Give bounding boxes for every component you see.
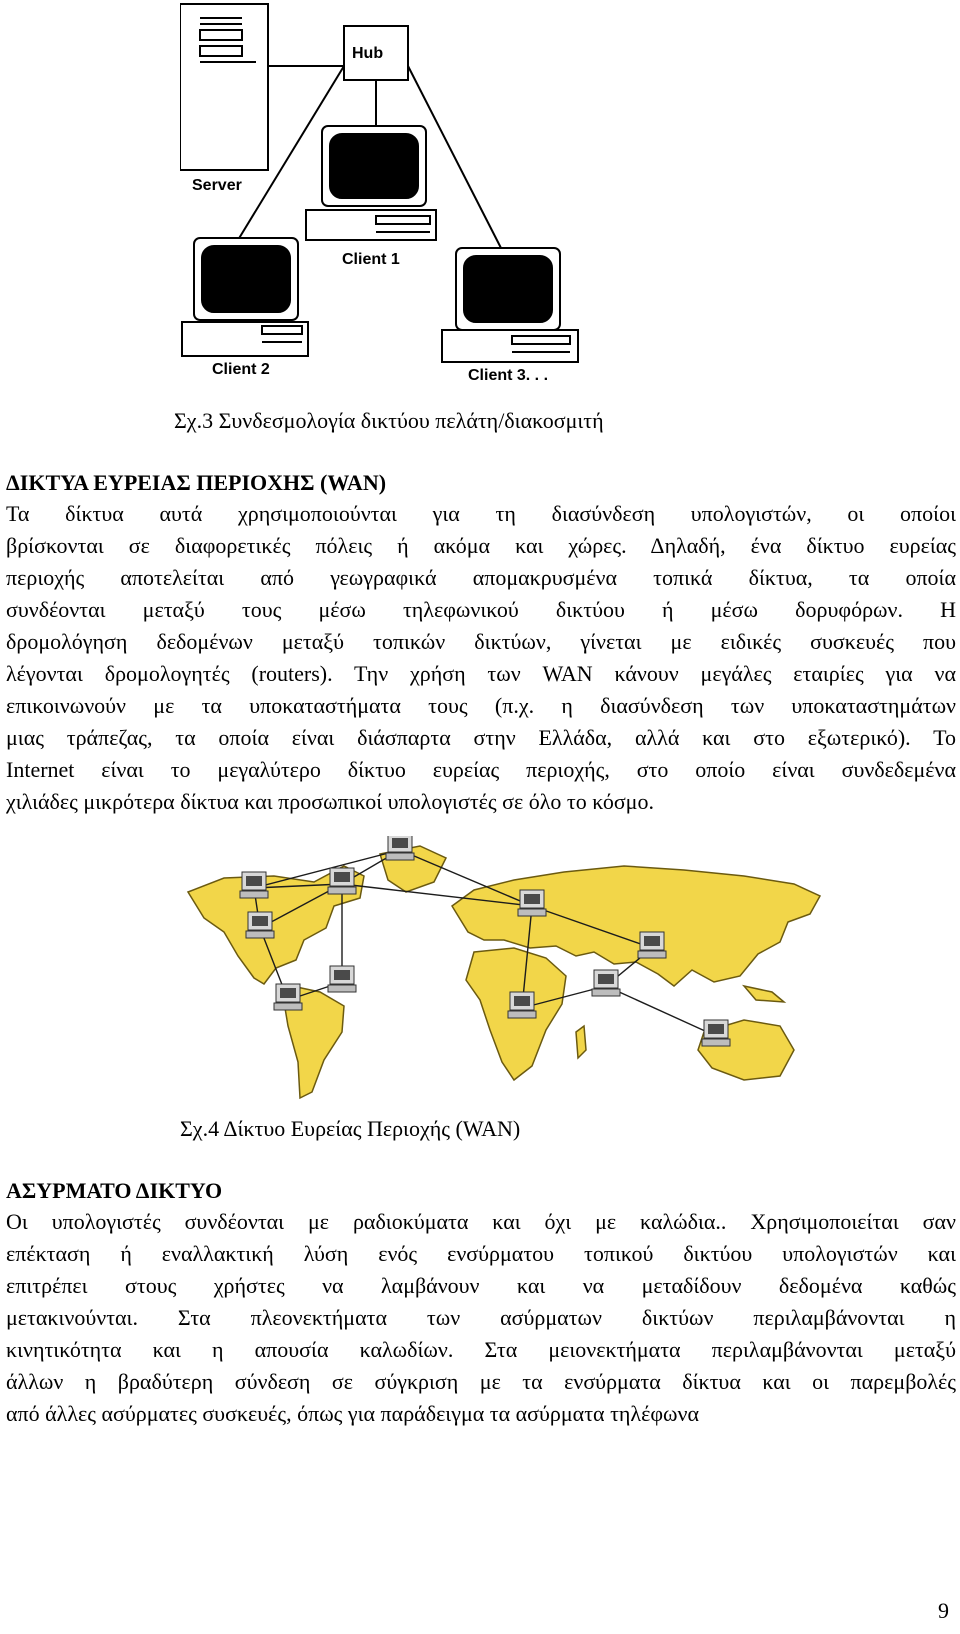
wan-line: περιοχής αποτελείται από γεωγραφικά απομακρυσμένα τοπικά δίκτυα, τα οποία [6,565,956,590]
wan-line: συνδέονται μεταξύ τους μέσω τηλεφωνικού δικτύου ή μέσω δορυφόρων. Η [6,597,956,622]
wireless-line: άλλων η βραδύτερη σύνδεση σε σύγκριση με τα ενσύρματα δίκτυα και οι παρεμβολές [6,1369,956,1394]
client1-label: Client 1 [342,251,400,268]
wireless-line: από άλλες ασύρματες συσκευές, όπως για παράδειγμα τα ασύρματα τηλέφωνα [6,1401,699,1426]
wireless-paragraph [6,1206,956,1430]
wan-line: Internet είναι το μεγαλύτερο δίκτυο ευρείας περιοχής, στο οποίο είναι συνδεδεμένα [6,757,956,782]
computer-node-icon [702,1020,730,1046]
computer-node-icon [246,912,274,938]
computer-node-icon [508,992,536,1018]
server-tower [180,4,268,170]
computer-node-icon [240,872,268,898]
wireless-line: επέκταση ή εναλλακτική λύση ενός ενσύρματου τοπικού δικτύου υπολογιστών και [6,1241,956,1266]
wireless-line: μετακινούνται. Στα πλεονεκτήματα των ασύρματων δικτύων περιλαμβάνονται η [6,1305,956,1330]
wan-line: χιλιάδες μικρότερα δίκτυα και προσωπικοί υπολογιστές σε όλο το κόσμο. [6,789,654,814]
computer-node-icon [328,966,356,992]
wireless-heading: ΑΣΥΡΜΑΤΟ ΔΙΚΤΥΟ [6,1178,223,1203]
server-label: Server [192,177,242,194]
wan-heading: ΔΙΚΤΥΑ ΕΥΡΕΙΑΣ ΠΕΡΙΟΧΗΣ (WAN) [6,470,387,495]
computer-node-icon [328,868,356,894]
figure2-caption: Σχ.4 Δίκτυο Ευρείας Περιοχής (WAN) [180,1116,521,1141]
wan-line: μιας τράπεζας, τα οποία είναι διάσπαρτα στην Ελλάδα, αλλά και στο εξωτερικό). Το [6,725,956,750]
computer-node-icon [386,836,414,860]
wireless-line: επιτρέπει στους χρήστες να λαμβάνουν και να μεταδίδουν δεδομένα καθώς [6,1273,956,1298]
wan-line: Τα δίκτυα αυτά χρησιμοποιούνται για τη διασύνδεση υπολογιστών, οι οποίοι [6,501,956,526]
wireless-line: κινητικότητα και η απουσία καλωδίων. Στα μειονεκτήματα περιλαμβάνονται μεταξύ [6,1337,956,1362]
computer-node-icon [518,890,546,916]
wan-line: βρίσκονται σε διαφορετικές πόλεις ή ακόμα και χώρες. Δηλαδή, ένα δίκτυο ευρείας [6,533,956,558]
wireless-line: Οι υπολογιστές συνδέονται με ραδιοκύματα και όχι με καλώδια.. Χρησιμοποιείται σαν [6,1209,956,1234]
wan-line: λέγονται δρομολογητές (routers). Την χρήση των WAN κάνουν μεγάλες εταιρίες για να [6,661,956,686]
computer-node-icon [274,984,302,1010]
computer-node-icon [592,970,620,996]
wan-paragraph [6,498,956,818]
page-number: 9 [938,1598,949,1623]
wan-world-map [184,836,824,1114]
client2-computer [182,238,308,356]
wan-line: δρομολόγηση δεδομένων μεταξύ τοπικών δικτύων, γίνεται με ειδικές συσκευές που [6,629,956,654]
client3-computer [442,248,578,362]
world-landmass [188,846,820,1098]
client-server-diagram [180,0,610,398]
computer-node-icon [638,932,666,958]
client3-label: Client 3. . . [468,367,549,384]
client2-label: Client 2 [212,361,270,378]
hub-label: Hub [352,45,384,62]
wan-line: επικοινωνούν με τα υποκαταστήματα τους (π.χ. η διασύνδεση των υποκαταστημάτων [6,693,956,718]
client1-computer [306,126,436,240]
figure1-caption: Σχ.3 Συνδεσμολογία δικτύου πελάτη/διακοσμιτή [174,408,604,433]
